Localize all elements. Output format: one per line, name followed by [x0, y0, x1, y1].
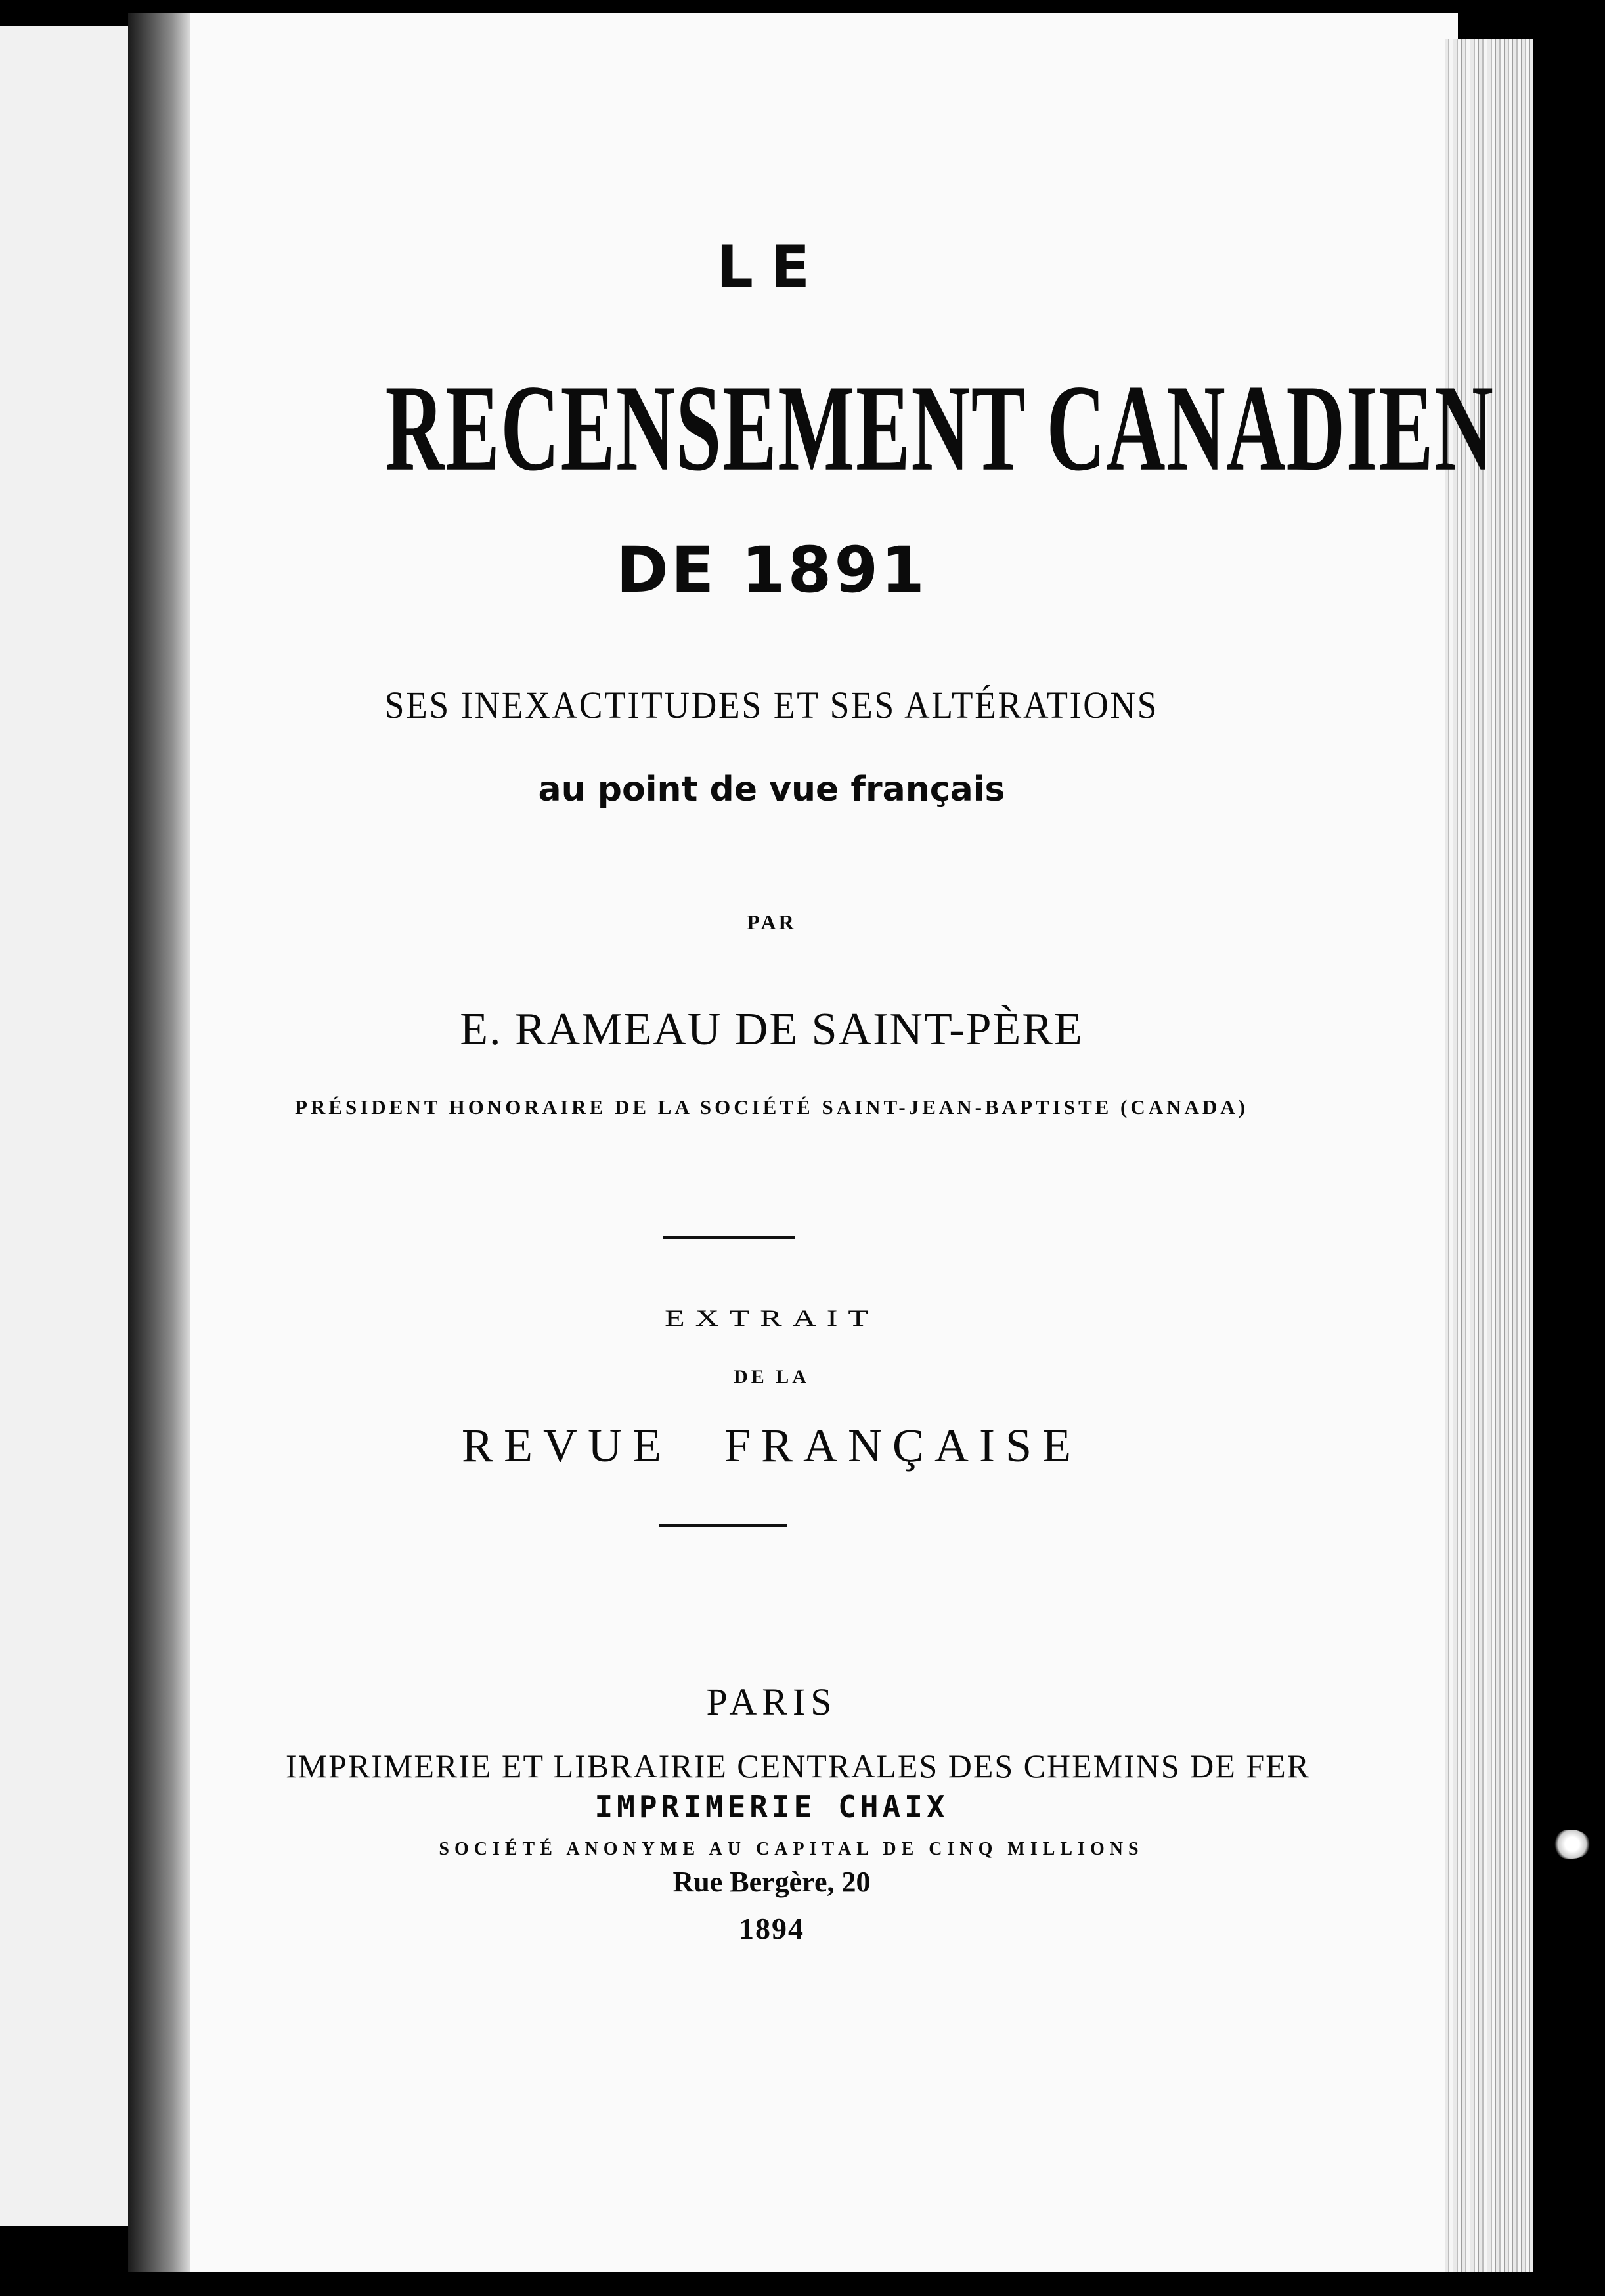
dust-speck: [1554, 1830, 1591, 1859]
journal-word-francaise: FRANÇAISE: [724, 1419, 1082, 1472]
journal-word-revue: REVUE: [461, 1419, 672, 1472]
extract-from: DE LA: [734, 1366, 810, 1388]
title-year-line: DE 1891: [616, 533, 927, 607]
journal-name: [190, 1419, 1353, 1473]
book-gutter: [128, 13, 190, 2272]
previous-page-edge: [0, 26, 130, 2226]
author-role: PRÉSIDENT HONORAIRE DE LA SOCIÉTÉ SAINT-JEAN-BAPTISTE (CANADA): [294, 1095, 1249, 1118]
subtitle-secondary: au point de vue français: [538, 770, 1005, 809]
imprint-address: Rue Bergère, 20: [672, 1866, 871, 1898]
scan-background: [1533, 39, 1605, 2296]
author-name: E. RAMEAU DE SAINT-PÈRE: [460, 1004, 1084, 1055]
imprint-printer: IMPRIMERIE ET LIBRAIRIE CENTRALES DES CHEMINS DE FER: [285, 1748, 1311, 1784]
divider-rule: [659, 1524, 787, 1527]
divider-rule: [663, 1236, 795, 1239]
imprint-printer-name: IMPRIMERIE CHAIX: [594, 1789, 949, 1824]
imprint-company: SOCIÉTÉ ANONYME AU CAPITAL DE CINQ MILLIONS: [439, 1839, 1144, 1859]
main-title-block: [190, 355, 1495, 512]
by-label: PAR: [747, 910, 797, 934]
title-article: LE: [716, 233, 827, 301]
imprint-year: 1894: [739, 1912, 804, 1945]
imprint-city: PARIS: [706, 1681, 837, 1723]
main-title: RECENSEMENT CANADIEN: [385, 359, 1495, 497]
subtitle: SES INEXACTITUDES ET SES ALTÉRATIONS: [384, 684, 1159, 726]
extract-label: EXTRAIT: [665, 1304, 879, 1332]
